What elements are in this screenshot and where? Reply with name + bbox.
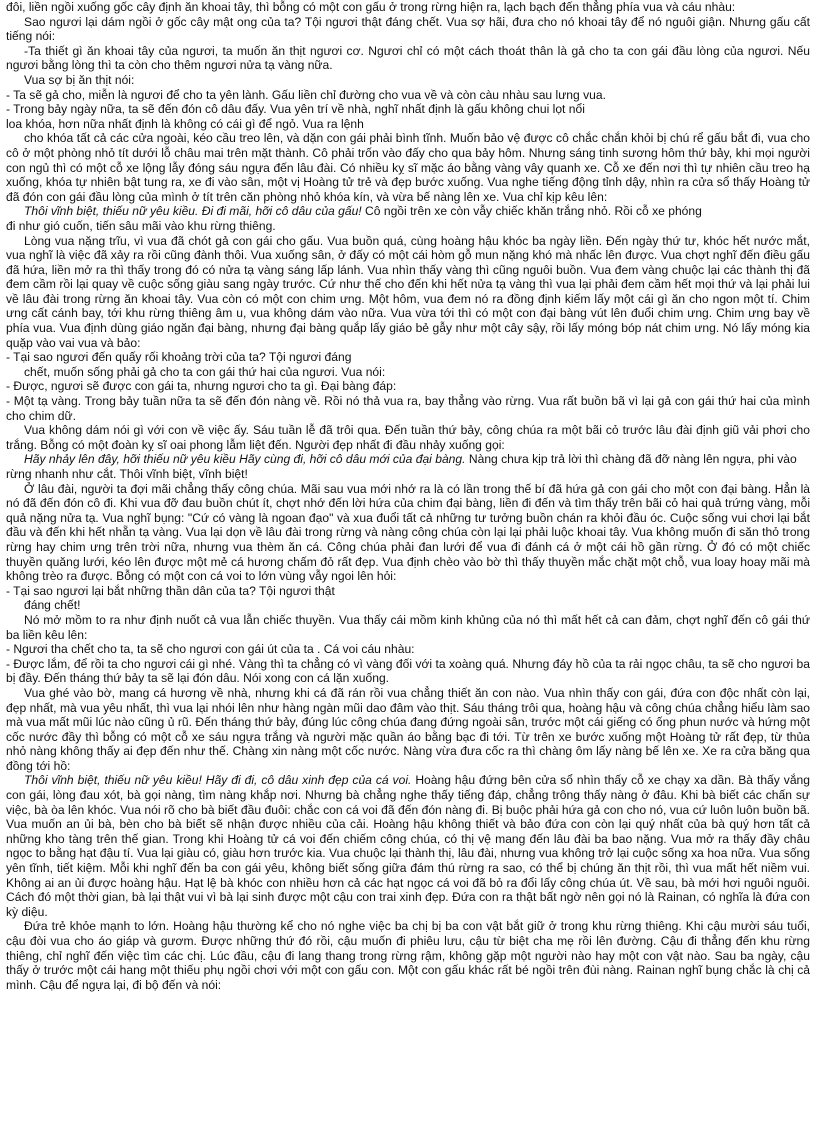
- paragraph: [6, 350, 810, 365]
- paragraph: [6, 598, 810, 613]
- paragraph: [6, 0, 810, 15]
- paragraph-text: Đứa trẻ khỏe mạnh to lớn. Hoàng hậu thường kể cho nó nghe việc ba chị bị ba con vật bắt giữ ở trong khu rừng thiêng. Khi cậu mười sáu tuổi, cậu đòi vua cho áo giáp và gươm. Được những thứ đó rồi, cậu muốn đi phiêu lưu, cậu từ biệt cha mẹ rồi lên đường. Cậu đi thẳng đến khu rừng thiêng, chỉ nghĩ đến việc tìm các chị. Lúc đầu, cậu đi lang thang trong rừng rậm, không gặp một người nào hay một con vật nào. Sau ba ngày, cậu thấy ở trước một cái hang một thiếu phụ ngồi chơi với một con gấu con. Một con gấu khác rất bé ngồi trên đùi nàng. Rainan nghĩ bụng chắc là chị cả mình. Cậu để ngựa lại, đi bộ đến và nói:: [6, 919, 810, 992]
- paragraph-text: Nó mở mồm to ra như định nuốt cả vua lẫn chiếc thuyền. Vua thấy cái mồm kinh khủng của nó thì mất hết cả can đảm, chợt nghĩ đến cô gái thứ ba liền kêu lên:: [6, 612, 810, 642]
- italic-quote: Thôi vĩnh biệt, thiếu nữ yêu kiều. Đi đi mãi, hỡi cô dâu của gấu!: [24, 204, 362, 219]
- italic-quote: Thôi vĩnh biệt, thiếu nữ yêu kiều! Hãy đi đi, cô dâu xinh đẹp của cá voi.: [24, 773, 412, 788]
- paragraph-text: rừng nhanh như cắt. Thôi vĩnh biệt, vĩnh biệt!: [6, 467, 248, 481]
- paragraph-text: Vua không dám nói gì với con về việc ấy. Sáu tuần lễ đã trôi qua. Đến tuần thứ bảy, công chúa ra một bãi cỏ trước lâu đài định giũ vải phơi cho trắng. Bỗng có một đoàn kỵ sĩ oai phong lẫm liệt đến. Người đẹp nhất đi đầu nhảy xuống gọi:: [6, 423, 810, 452]
- paragraph-text: chết, muốn sống phải gả cho ta con gái thứ hai của ngươi. Vua nói:: [24, 364, 386, 379]
- paragraph: [6, 613, 810, 642]
- paragraph-text: đi như gió cuốn, tiến sâu mãi vào khu rừng thiêng.: [6, 218, 276, 233]
- paragraph-text: -Ta thiết gì ăn khoai tây của ngươi, ta muốn ăn thịt ngươi cơ. Ngươi chỉ có một cách thoát thân là gả cho ta con gái đầu lòng của ngươi. Nếu ngươi bằng lòng thì ta còn cho thêm ngươi nửa tạ vàng nữa.: [6, 43, 810, 73]
- paragraph: [6, 204, 810, 219]
- paragraph-text: Hoàng hậu đứng bên cửa sổ nhìn thấy cỗ xe chạy xa dần. Bà thấy vắng con gái, lòng đau xót, bà gọi nàng, tìm nàng khắp nơi. Nhưng bà chẳng nghe thấy tiếng đáp, chẳng trông thấy nàng ở đâu. Khi bà biết các chấn sự việc, bà òa lên khóc. Vua nói rõ cho bà biết đầu đuôi: chắc con cá voi đã đến đón nàng đi. Bị buộc phải hứa gả con cho nó, vua cứ luôn luôn buồn bã. Vua muốn an ủi bà, bèn cho bà biết sẽ nhận được nhiều của cải. Hoàng hậu không thiết và bảo đứa con còn lại quý nhất của bà quý hơn tất cả những kho tàng trên thế gian. Trong khi Hoàng tử cá voi đến chiếm công chúa, có thị vệ mang đến lâu đài ba bao nặng. Vua mở ra thấy đầy châu ngọc to bằng hạt đậu tí. Vua lại giàu có, giàu hơn trước kia. Vua chuộc lại thành thị, lâu đài, nhưng vua không trở lại cuộc sống xa hoa nữa. Vua sống yên tĩnh, tiết kiệm. Mỗi khi nghĩ đến ba con gái yêu, không biết sống giữa đám thú rừng ra sao, có thể bị chúng ăn thịt rồi, thì vua mất hết niềm vui. Không ai an ủi được hoàng hậu. Hạt lệ bà khóc con nhiều hơn cả các hạt ngọc cá voi đã bỏ ra đổi lấy công chúa út. Về sau, bà mới hơi nguôi nguôi. Cách đó một thời gian, bà lại thật vui vì bà lại sinh được một cậu con trai xinh đẹp. Đứa con ra thật bất ngờ nên gọi nó là Rainan, có nghĩa là đứa con kỳ diệu.: [6, 773, 810, 919]
- paragraph: [6, 584, 810, 599]
- paragraph: [6, 102, 810, 117]
- paragraph-text: đôi, liền ngồi xuống gốc cây định ăn khoai tây, thì bỗng có một con gấu ở trong rừng hiện ra, lạch bạch đến thẳng phía vua và cáu nhàu:: [6, 0, 736, 14]
- paragraph: [6, 657, 810, 686]
- paragraph: [6, 117, 810, 132]
- paragraph: [6, 394, 810, 423]
- paragraph: [6, 773, 810, 919]
- paragraph-text: Cô ngồi trên xe còn vẫy chiếc khăn trắng nhỏ. Rồi cỗ xe phóng: [361, 204, 702, 219]
- paragraph: [6, 15, 810, 44]
- paragraph-text: Sao ngươi lại dám ngồi ở gốc cây mật ong của ta? Tội ngươi thật đáng chết. Vua sợ hãi, đưa cho nó khoai tây để nó nguôi giận. Nhưng gấu cất tiếng nói:: [6, 14, 810, 44]
- paragraph: [6, 219, 810, 234]
- paragraph: [6, 131, 810, 204]
- paragraph: [6, 44, 810, 73]
- paragraph: [6, 686, 810, 774]
- paragraph: [6, 452, 810, 467]
- paragraph-text: - Tại sao ngươi lại bắt những thần dân của ta? Tội ngươi thật: [6, 583, 335, 598]
- paragraph-text: - Ngươi tha chết cho ta, ta sẽ cho ngươi con gái út của ta . Cá voi cáu nhàu:: [6, 642, 415, 657]
- paragraph: [6, 234, 810, 351]
- paragraph-text: loa khóa, hơn nữa nhất định là không có cái gì để ngỏ. Vua ra lệnh: [6, 116, 364, 131]
- paragraph: [6, 73, 810, 88]
- paragraph: [6, 365, 810, 380]
- paragraph-text: Vua ghé vào bờ, mang cá hương về nhà, nhưng khi cá đã rán rồi vua chẳng thiết ăn con nào. Vua nhìn thấy con gái, đứa con độc nhất còn lại, đẹp nhất, mà vua yêu nhất, thì vua lại nhói lên như hàng ngàn mũi dao đâm vào thịt. Sáu tháng trôi qua, hoàng hậu và công chúa chẳng hiểu làm sao mà vua mất mũi lúc nào cũng ủ rũ. Đến tháng thứ bảy, đúng lúc công chúa đang đứng ngoài sân, trước một cái giếng có ống phun nước và hứng một cốc nước đầy thì bỗng có một cỗ xe sáu ngựa trắng và người mặc quần áo bằng bạc đi tới. Từ trên xe bước xuống một Hoàng tử rất đẹp, từ thủa nhỏ nàng không thấy ai đẹp đến như thế. Chàng xin nàng một cốc nước. Nàng vừa đưa cốc ra thì chàng ôm lấy nàng bế lên xe. Xe ra cửa băng qua đồng tới hồ:: [6, 685, 810, 773]
- paragraph-text: - Ta sẽ gả cho, miễn là ngươi để cho ta yên lành. Gấu liền chỉ đường cho vua về và còn càu nhàu sau lưng vua.: [6, 87, 606, 102]
- paragraph-text: Ở lâu đài, người ta đợi mãi chẳng thấy công chúa. Mãi sau vua mới nhớ ra là có lần trong thế bí đã hứa gả con gái cho một con đại bàng. Hẳn là nó đã đến đón cô đi. Khi vua đỡ đau buồn chút ít, chợt nhớ đến lời hứa của chim đại bàng, liền đi đến và tìm thấy trên bãi cỏ hai quả trứng vàng, mỗi quả nặng nửa tạ. Vua nghĩ bụng: "Cứ có vàng là ngoan đạo" và xua đuổi tất cả những tư tưởng buồn chán ra khỏi đầu óc. Cuộc sống vui chơi lại bắt đầu và đến khi hết nhẵn tạ vàng. Vua lại dọn về lâu đài trong rừng và nàng công chúa còn lại lại phải luộc khoai tây. Vua không muốn đi săn thỏ trong rừng hay chim ưng trên trời nữa, nhưng vua thèm ăn cá. Công chúa phải đan lưới để vua đi đánh cá ở một cái hồ gần rừng. Ở đó có một chiếc thuyền quăng lưới, kéo lên được một mẻ cá hương chấm đỏ rất đẹp. Vua định chèo vào bờ thì thấy thuyền mắc chặt một chỗ, vua loay hoay mãi mà không trèo ra được. Bỗng có một con cá voi to lớn vùng vẫy ngoi lên hỏi:: [6, 481, 810, 584]
- paragraph-text: Vua sợ bị ăn thịt nói:: [24, 72, 135, 87]
- paragraph-text: cho khóa tất cả các cửa ngoài, kéo cầu treo lên, và dặn con gái phải bình tĩnh. Muốn bảo vệ được cô chắc chắn khỏi bị chú rể gấu bắt đi, vua cho cô ở một phòng nhỏ tít dưới lỗ châu mai trên mặt thành. Cô phải trốn vào đấy cho qua bảy hôm. Nhưng sáng tinh sương hôm thứ bảy, khi mọi người con ngủ thì có một cỗ xe lộng lẫy đóng sáu ngựa đến lâu đài. Có nhiều kỵ sĩ mặc áo bằng vàng vây quanh xe. Cỗ xe đến nơi thì tự nhiên cầu treo hạ xuống, khóa tự nhiên bật tung ra, xe đi vào sân, một vị Hoàng tử trẻ và đẹp bước xuống. Vua nghe tiếng động tỉnh dậy, nhìn ra cửa sổ thấy Hoàng tử đã đón con gái đầu lòng của mình ở tít trên căn phòng nhỏ khóa kín, và vừa bế nàng lên xe. Vua chỉ kịp kêu lên:: [6, 131, 810, 204]
- paragraph-text: - Trong bảy ngày nữa, ta sẽ đến đón cô dâu đấy. Vua yên trí về nhà, nghĩ nhất định là gấu không chui lọt nổi: [6, 102, 585, 117]
- paragraph: [6, 642, 810, 657]
- paragraph-text: Nàng chưa kịp trả lời thì chàng đã đỡ nàng lên ngựa, phi vào: [465, 452, 797, 467]
- italic-quote: Hãy nhảy lên đây, hỡi thiếu nữ yêu kiều Hãy cùng đi, hỡi cô dâu mới của đại bàng.: [24, 452, 466, 467]
- paragraph-text: - Được lắm, để rồi ta cho ngươi cái gì nhé. Vàng thì ta chẳng có vì vàng đối với ta xoàng quá. Nhưng đáy hồ của ta rải ngọc châu, ta sẽ cho ngươi ba bị đầy. Đến tháng thứ bảy ta sẽ lại đón dâu. Nói xong con cá lặn xuống.: [6, 656, 810, 686]
- paragraph: [6, 467, 810, 482]
- paragraph: [6, 423, 810, 452]
- paragraph: [6, 88, 810, 103]
- paragraph: [6, 919, 810, 992]
- paragraph: [6, 482, 810, 584]
- paragraph: [6, 379, 810, 394]
- paragraph-text: Lòng vua nặng trĩu, vì vua đã chót gả con gái cho gấu. Vua buồn quá, cùng hoàng hậu khóc ba ngày liền. Đến ngày thứ tư, khóc hết nước mắt, vua nghĩ là việc đã xảy ra rồi cũng đành thôi. Vua xuống sân, ở đấy có một cái hòm gỗ mun nặng khó mà nhấc lên được. Vua chợt nghĩ đến điều gấu đã hứa, liền mở ra thì thấy trong đó có nửa tạ vàng sáng lấp lánh. Vua nhìn thấy vàng thì cũng nguôi buồn. Vua đem vàng chuộc lại các thành thị đã đem cầm rồi lại quay về cuộc sống giàu sang ngày trước. Cứ như thế cho đến khi hết nửa tạ vàng thì vua lại phải đem cầm hết mọi thứ và lại phải lui về lâu đài trong rừng ăn khoai tây. Vua còn có một con chim ưng. Một hôm, vua đem nó ra đồng định kiếm lấy một cái gì ăn cho ngon một tí. Chim ưng cất cánh bay, tới khu rừng thiêng âm u, vua không dám vào nữa. Vua vừa tới thì có một con đại bàng vút lên đuổi chim ưng. Chim ưng bay về phía vua. Vua định dùng giáo ngăn đại bàng, nhưng đại bàng quắp lấy giáo bẻ gẫy như một cây sậy, rồi lấy móng bóp nát chim ưng. Nó lấy móng kia quặp vào vai vua và bảo:: [6, 233, 810, 350]
- paragraph-text: - Tại sao ngươi đến quấy rối khoảng trời của ta? Tội ngươi đáng: [6, 350, 352, 365]
- paragraph-text: - Được, ngươi sẽ được con gái ta, nhưng ngươi cho ta gì. Đại bàng đáp:: [6, 379, 397, 394]
- paragraph-text: đáng chết!: [24, 598, 81, 613]
- paragraph-text: - Một tạ vàng. Trong bảy tuần nữa ta sẽ đến đón nàng về. Rồi nó thả vua ra, bay thẳng vào rừng. Vua rất buồn bã vì lại gả con gái thứ hai của mình cho chim dữ.: [6, 394, 810, 423]
